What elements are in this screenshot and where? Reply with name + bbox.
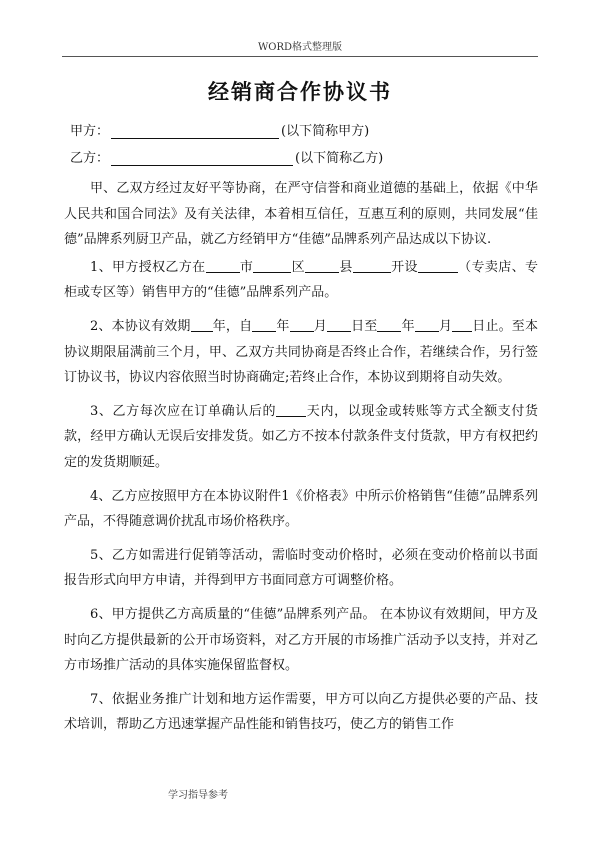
- county-blank: [305, 258, 339, 273]
- clause-2-text-h: 日止。至本协议期限届满前三个月，甲、乙双方共同协商是否终止合作，若继续合作，另行签订协议书，协议内容依照当时协商确定;若终止合作，本协议到期将自动失效。: [64, 318, 538, 386]
- party-b-note: (以下简称乙方): [295, 151, 384, 166]
- clause-2-text-c: 年: [276, 318, 290, 334]
- clause-3-text-b: 天内，以现金或转账等方式全额支付货款，经甲方确认无误后安排发货。如乙方不按本付款条件支付货款，甲方有权把约定的发货期顺延。: [64, 403, 538, 470]
- party-a-label: 甲方：: [70, 124, 110, 139]
- clause-2: [64, 314, 538, 391]
- page-footer: 学习指导参考: [168, 790, 228, 801]
- party-a-blank: [111, 125, 279, 139]
- party-a-note: (以下简称甲方): [281, 124, 370, 139]
- clause-1-text-c: 区: [291, 259, 305, 275]
- store-type-blank: [418, 258, 458, 273]
- party-b-label: 乙方：: [70, 151, 110, 166]
- intro-paragraph: 甲、乙双方经过友好平等协商，在严守信誉和商业道德的基础上，依据《中华人民共和国合同法》及有关法律，本着相互信任，互惠互利的原则，共同发展“佳德”品牌系列厨卫产品，就乙方经销甲方“佳德”品牌系列产品达成以下协议.: [64, 181, 538, 248]
- term-years-blank: [191, 317, 213, 332]
- district-blank: [253, 258, 291, 273]
- payment-days-blank: [276, 402, 306, 417]
- location-blank: [353, 258, 391, 273]
- clause-2-text-f: 年: [401, 318, 415, 334]
- city-blank: [206, 258, 240, 273]
- clause-1-text-a: 1、甲方授权乙方在: [90, 259, 206, 275]
- clause-3: [64, 399, 538, 476]
- end-month-blank: [415, 317, 439, 332]
- clause-1-text-e: 开设: [390, 259, 418, 275]
- party-b-blank: [111, 152, 293, 166]
- clause-1-text-d: 县: [338, 259, 353, 275]
- end-day-blank: [452, 317, 472, 332]
- clause-2-text-g: 月: [438, 318, 453, 334]
- clause-7: 7、依据业务推广计划和地方运作需要，甲方可以向乙方提供必要的产品、技术培训，帮助乙方迅速掌握产品性能和销售技巧，使乙方的销售工作: [64, 691, 538, 733]
- clause-1-text-f: （专卖店、专柜或专区等）销售甲方的“佳德”品牌系列产品。: [64, 259, 538, 301]
- clause-2-text-d: 月: [313, 318, 327, 334]
- clause-5: 5、乙方如需进行促销等活动，需临时变动价格时，必须在变动价格前以书面报告形式向甲方申请，并得到甲方书面同意方可调整价格。: [64, 547, 538, 589]
- document-title: 经销商合作协议书: [208, 79, 392, 104]
- clause-2-text-a: 2、本协议有效期: [90, 318, 191, 334]
- clause-4: 4、乙方应按照甲方在本协议附件1《价格表》中所示价格销售“佳德”品牌系列产品，不得随意调价扰乱市场价格秩序。: [64, 488, 538, 530]
- start-day-blank: [327, 317, 351, 332]
- end-year-blank: [377, 317, 401, 332]
- start-month-blank: [290, 317, 314, 332]
- party-b-line: [70, 147, 383, 166]
- start-year-blank: [252, 317, 276, 332]
- party-a-line: [70, 120, 369, 139]
- clause-2-text-b: 年，自: [212, 318, 253, 334]
- agreement-body: [64, 176, 538, 746]
- clause-3-text-a: 3、乙方每次应在订单确认后的: [90, 403, 277, 419]
- clause-2-text-e: 日至: [350, 318, 378, 334]
- clause-6: 6、甲方提供乙方高质量的“佳德”品牌系列产品。 在本协议有效期间，甲方及时向乙方提供最新的公开市场资料，对乙方开展的市场推广活动予以支持，并对乙方市场推广活动的具体实施保留监督权。: [64, 606, 538, 674]
- clause-1-text-b: 市: [239, 259, 254, 275]
- page-header: WORD格式整理版: [62, 38, 538, 57]
- clause-1: [64, 255, 538, 306]
